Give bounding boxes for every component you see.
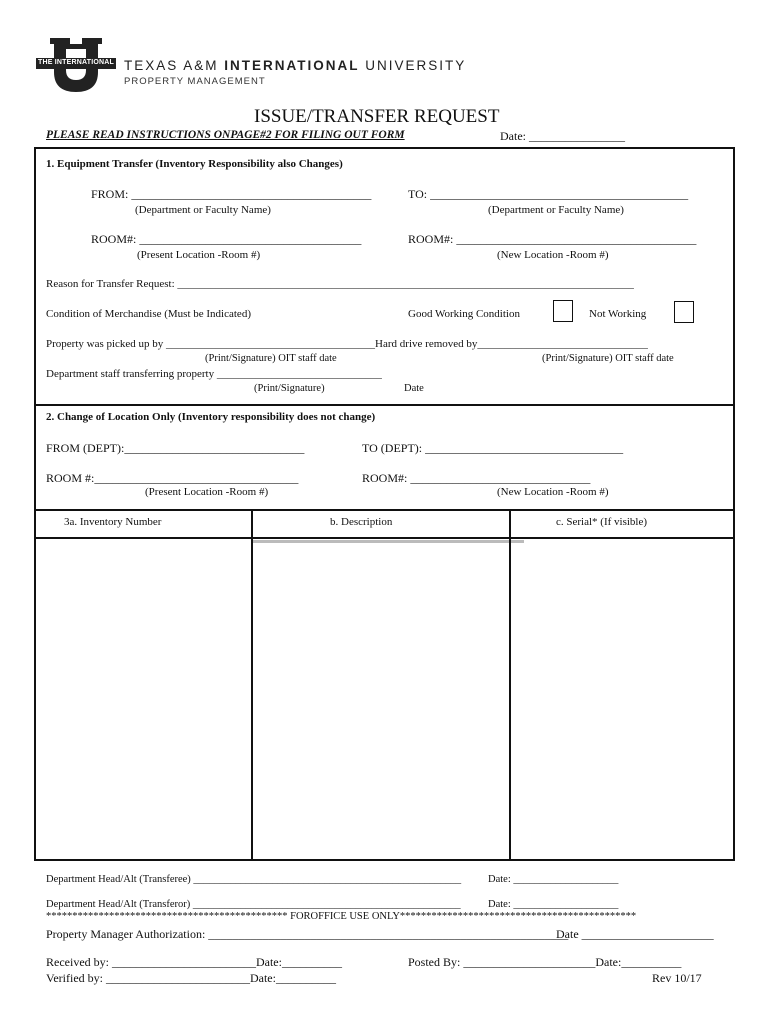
room-new-hint: (New Location -Room #) [497,486,609,498]
posted-by-field[interactable]: Posted By: ______________________Date:__________ [408,955,682,969]
university-name [124,58,466,73]
from-dept-field[interactable]: FROM (DEPT):______________________________ [46,441,305,455]
pm-date-field[interactable]: Date ______________________ [556,927,714,941]
table-col-divider-2 [509,509,511,861]
transfer-from-hint: (Department or Faculty Name) [135,204,271,216]
transferor-date-field[interactable]: Date: ____________________ [488,899,619,910]
picked-up-field[interactable]: Property was picked up by ______________________________________Hard drive removed by_______________________________ [46,338,648,350]
form-date-field[interactable]: Date: ________________ [500,129,625,143]
transfer-to-hint: (Department or Faculty Name) [488,204,624,216]
col-inventory-number-header: 3a. Inventory Number [64,516,162,528]
transfer-reason-field[interactable]: Reason for Transfer Request: ___________________________________________________________________________________ [46,278,634,290]
dept-staff-field[interactable]: Department staff transferring property ______________________________ [46,368,382,380]
pm-authorization-field[interactable]: Property Manager Authorization: ____________________________________________________________ [46,927,569,941]
university-name-a: TEXAS A&M [124,58,225,73]
inventory-number-cell[interactable] [36,540,250,858]
condition-label: Condition of Merchandise (Must be Indicated) [46,308,251,320]
col-description-header: b. Description [330,516,393,528]
dept-staff-sign-hint: (Print/Signature) [254,383,325,394]
revision-label: Rev 10/17 [652,971,702,985]
room-to-hint: (New Location -Room #) [497,249,609,261]
transfer-to-field[interactable]: TO: ___________________________________________ [408,187,689,201]
serial-cell[interactable] [512,540,732,858]
room-to-field[interactable]: ROOM#: ________________________________________ [408,232,697,246]
received-by-field[interactable]: Received by: ________________________Date:__________ [46,955,342,969]
col-serial-header: c. Serial* (If visible) [556,516,648,528]
to-dept-field[interactable]: TO (DEPT): _________________________________ [362,441,624,455]
university-name-b: INTERNATIONAL [224,58,360,73]
room-from-hint: (Present Location -Room #) [137,249,261,261]
hard-drive-hint: (Print/Signature) OIT staff date [542,353,674,364]
verified-by-field[interactable]: Verified by: ________________________Date:__________ [46,971,336,985]
transferor-signature-field[interactable]: Department Head/Alt (Transferor) ___________________________________________________ [46,899,461,910]
dept-staff-date-hint: Date [404,383,424,394]
university-name-c: UNIVERSITY [359,58,467,73]
section-divider-2 [34,509,735,511]
not-working-label: Not Working [589,308,647,320]
not-working-checkbox[interactable] [674,301,694,323]
instructions-note: PLEASE READ INSTRUCTIONS ONPAGE#2 FOR FILING OUT FORM [46,129,405,141]
room-new-field[interactable]: ROOM#: ______________________________ [362,471,591,485]
form-title: ISSUE/TRANSFER REQUEST [254,106,500,127]
room-present-field[interactable]: ROOM #:__________________________________ [46,471,299,485]
good-condition-checkbox[interactable] [553,300,573,322]
good-condition-label: Good Working Condition [408,308,520,320]
table-header-divider [34,537,735,539]
department-name: PROPERTY MANAGEMENT [124,76,266,87]
description-cell[interactable] [254,545,508,858]
logo-t-bar [66,44,86,49]
room-present-hint: (Present Location -Room #) [145,486,269,498]
transfer-from-field[interactable]: FROM: ________________________________________ [91,187,372,201]
section-divider-1 [34,404,735,406]
transferee-signature-field[interactable]: Department Head/Alt (Transferee) ___________________________________________________ [46,874,462,885]
room-from-field[interactable]: ROOM#: _____________________________________ [91,232,362,246]
logo-banner-text: THE INTERNATIONAL [38,59,114,66]
description-header-shadow [252,540,524,543]
office-use-banner: ********************************************** FOROFFICE USE ONLY********************************************* [46,911,637,922]
table-col-divider-1 [251,509,253,861]
picked-up-hint: (Print/Signature) OIT staff date [205,353,337,364]
transferee-date-field[interactable]: Date: ____________________ [488,874,619,885]
section2-heading: 2. Change of Location Only (Inventory responsibility does not change) [46,411,376,423]
section1-heading: 1. Equipment Transfer (Inventory Responsibility also Changes) [46,158,343,170]
